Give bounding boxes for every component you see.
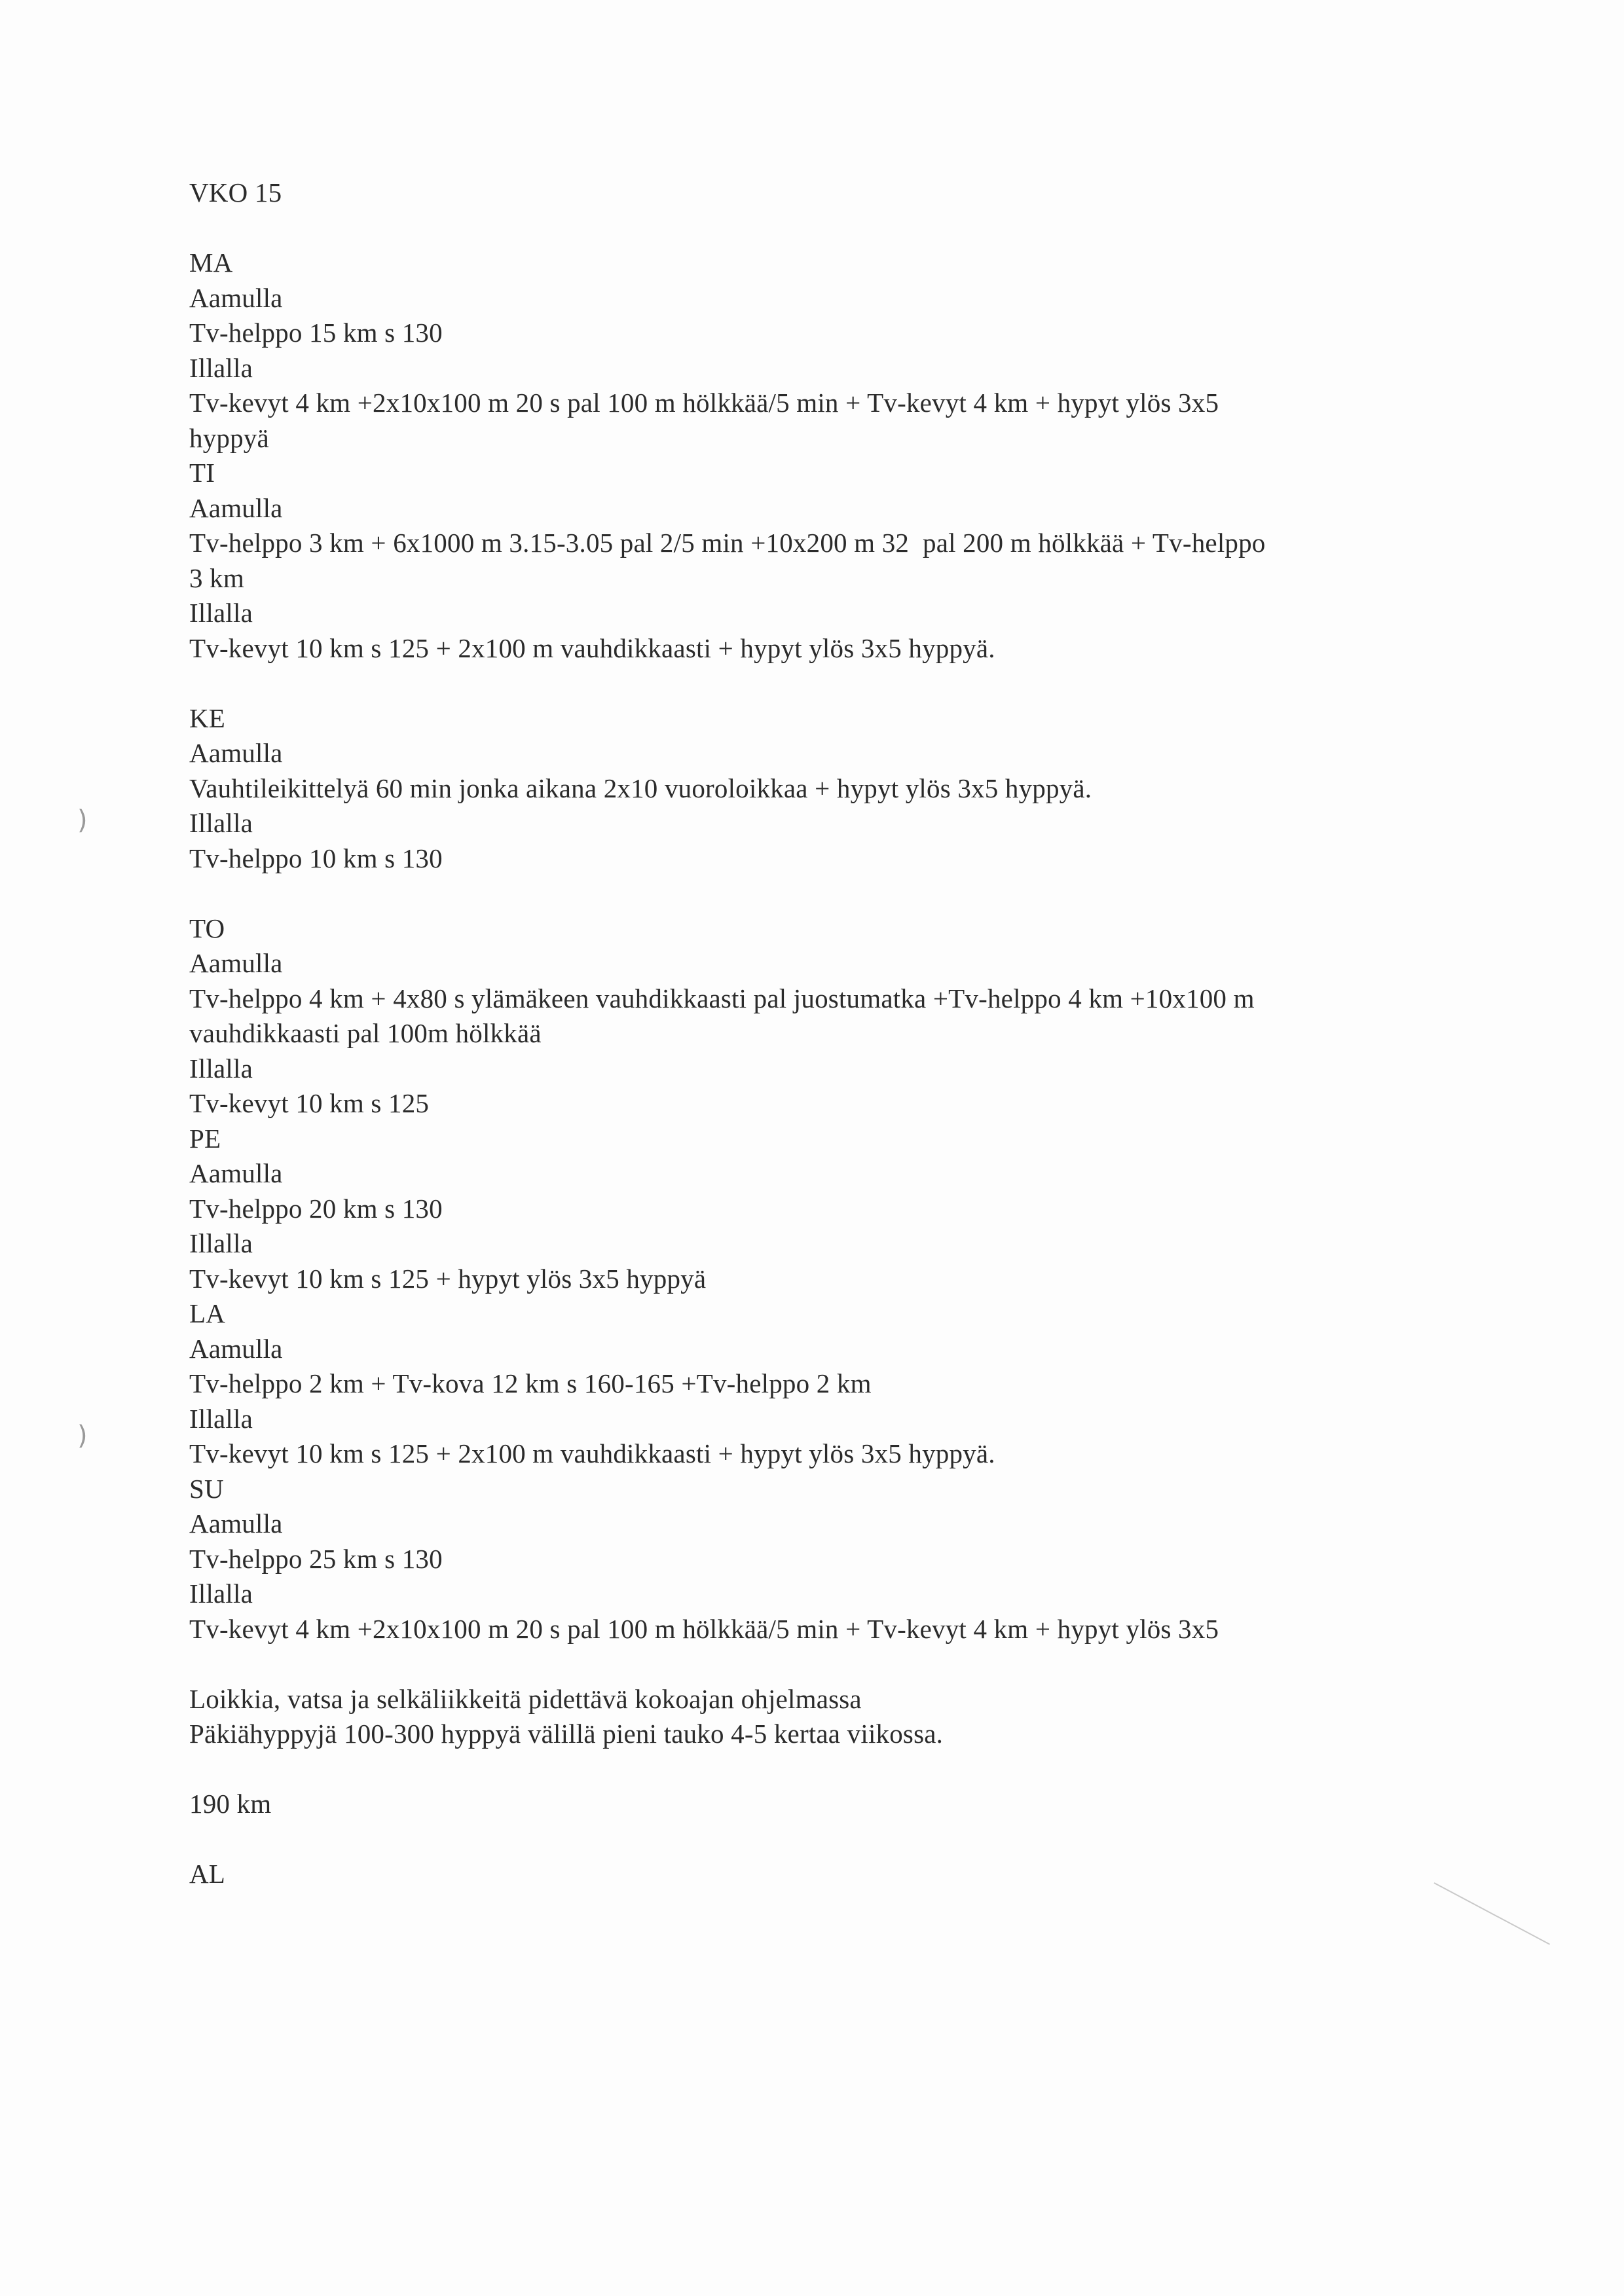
signature-initials: AL	[189, 1859, 226, 1889]
day-heading-su: SU	[189, 1473, 224, 1504]
workout-line: Tv-helppo 20 km s 130	[189, 1193, 443, 1224]
day-heading-ma: MA	[189, 247, 233, 278]
week-title: VKO 15	[189, 177, 282, 208]
workout-line: vauhdikkaasti pal 100m hölkkää	[189, 1018, 542, 1048]
workout-line: Tv-helppo 4 km + 4x80 s ylämäkeen vauhdikkaasti pal juostumatka +Tv-helppo 4 km +10x100 m	[189, 983, 1255, 1013]
session-label: Aamulla	[189, 1333, 283, 1364]
margin-mark-bottom: )	[77, 1421, 88, 1451]
margin-mark-top: )	[77, 805, 88, 835]
spacer	[189, 1822, 1433, 1857]
day-heading-ti: TI	[189, 458, 215, 488]
workout-line: hyppyä	[189, 422, 269, 453]
weekly-total: 190 km	[189, 1789, 272, 1819]
session-label: Aamulla	[189, 948, 283, 978]
day-heading-to: TO	[189, 913, 225, 943]
session-label: Illalla	[189, 1053, 253, 1084]
spacer	[189, 211, 1433, 246]
session-label: Illalla	[189, 808, 253, 838]
scan-artifact-line	[1434, 1882, 1551, 1945]
spacer	[189, 666, 1433, 701]
workout-line: Tv-helppo 3 km + 6x1000 m 3.15-3.05 pal 2/5 min +10x200 m 32 pal 200 m hölkkää + Tv-helppo	[189, 528, 1266, 558]
note-line: Loikkia, vatsa ja selkäliikkeitä pidettävä kokoajan ohjelmassa	[189, 1683, 862, 1714]
workout-line: Tv-kevyt 4 km +2x10x100 m 20 s pal 100 m hölkkää/5 min + Tv-kevyt 4 km + hypyt ylös 3x5	[189, 388, 1219, 418]
spacer	[189, 876, 1433, 911]
workout-line: Tv-kevyt 10 km s 125	[189, 1088, 430, 1118]
session-label: Illalla	[189, 352, 253, 383]
workout-line: Tv-helppo 15 km s 130	[189, 318, 443, 348]
session-label: Aamulla	[189, 282, 283, 313]
workout-line: Tv-helppo 2 km + Tv-kova 12 km s 160-165 +Tv-helppo 2 km	[189, 1368, 872, 1398]
day-heading-pe: PE	[189, 1123, 221, 1154]
workout-line: Vauhtileikittelyä 60 min jonka aikana 2x10 vuoroloikkaa + hypyt ylös 3x5 hyppyä.	[189, 773, 1092, 803]
spacer	[189, 1752, 1433, 1787]
workout-line: Tv-helppo 25 km s 130	[189, 1543, 443, 1574]
session-label: Aamulla	[189, 1508, 283, 1539]
session-label: Aamulla	[189, 738, 283, 768]
document-body	[189, 175, 1433, 1892]
spacer	[189, 1647, 1433, 1682]
day-heading-ke: KE	[189, 702, 226, 733]
session-label: Illalla	[189, 1578, 253, 1609]
day-heading-la: LA	[189, 1298, 226, 1328]
session-label: Illalla	[189, 598, 253, 628]
session-label: Aamulla	[189, 1158, 283, 1188]
session-label: Aamulla	[189, 492, 283, 523]
workout-line: Tv-helppo 10 km s 130	[189, 843, 443, 873]
workout-line: Tv-kevyt 4 km +2x10x100 m 20 s pal 100 m hölkkää/5 min + Tv-kevyt 4 km + hypyt ylös 3x5	[189, 1613, 1219, 1644]
workout-line: Tv-kevyt 10 km s 125 + hypyt ylös 3x5 hyppyä	[189, 1263, 707, 1294]
session-label: Illalla	[189, 1228, 253, 1258]
note-line: Päkiähyppyjä 100-300 hyppyä välillä pieni tauko 4-5 kertaa viikossa.	[189, 1719, 944, 1749]
workout-line: Tv-kevyt 10 km s 125 + 2x100 m vauhdikkaasti + hypyt ylös 3x5 hyppyä.	[189, 1438, 995, 1468]
workout-line: 3 km	[189, 562, 244, 593]
session-label: Illalla	[189, 1403, 253, 1434]
workout-line: Tv-kevyt 10 km s 125 + 2x100 m vauhdikkaasti + hypyt ylös 3x5 hyppyä.	[189, 632, 995, 663]
